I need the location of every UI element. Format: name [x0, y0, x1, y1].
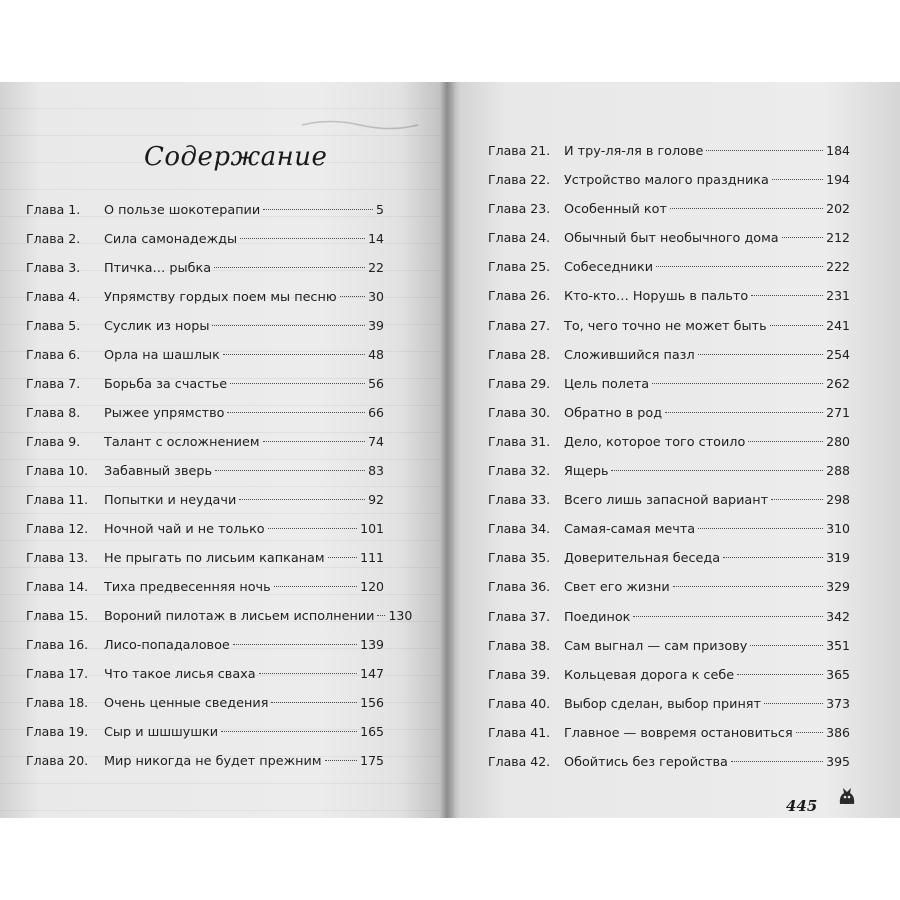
- chapter-page-number: 184: [826, 143, 850, 158]
- dot-leader: [764, 703, 823, 704]
- dot-leader: [723, 557, 823, 558]
- chapter-title: Обратно в род: [564, 405, 663, 421]
- chapter-label: Глава 39.: [488, 666, 551, 682]
- chapter-title: Дело, которое того стоило: [564, 434, 746, 450]
- dot-leader: [240, 238, 365, 239]
- dot-leader: [772, 179, 823, 180]
- chapter-label: Глава 30.: [488, 404, 551, 420]
- chapter-label: Глава 28.: [488, 346, 551, 362]
- chapter-page-number: 101: [360, 521, 384, 536]
- toc-entry: [488, 543, 850, 572]
- chapter-label: Глава 29.: [488, 375, 551, 391]
- chapter-label: Глава 42.: [488, 753, 551, 769]
- chapter-page-number: 351: [826, 637, 850, 653]
- chapter-title: Ночной чай и не только: [104, 522, 265, 537]
- chapter-title: Талант с осложнением: [104, 435, 260, 450]
- chapter-title: Попытки и неудачи: [104, 493, 237, 508]
- toc-entry: [488, 281, 850, 310]
- toc-entry: [26, 456, 384, 485]
- dot-leader: [770, 325, 823, 326]
- chapter-label: Глава 34.: [488, 521, 551, 537]
- chapter-page-number: 386: [826, 724, 850, 740]
- chapter-title: Вороний пилотаж в лисьем исполнении: [104, 609, 375, 624]
- toc-entry: [488, 485, 850, 514]
- chapter-title: Всего лишь запасной вариант: [564, 493, 769, 509]
- dot-leader: [221, 731, 357, 732]
- chapter-title: Собеседники: [564, 260, 654, 276]
- dot-leader: [698, 354, 823, 355]
- page-number: 445: [786, 797, 818, 815]
- chapter-title: Сложившийся пазл: [564, 347, 695, 363]
- toc-entry: [26, 224, 384, 253]
- chapter-title: Что такое лисья сваха: [104, 667, 256, 682]
- toc-entry: [488, 602, 850, 631]
- dot-leader: [268, 528, 358, 529]
- toc-entry: [26, 746, 384, 775]
- dot-leader: [782, 237, 824, 238]
- dot-leader: [325, 760, 358, 761]
- toc-entry: [26, 688, 384, 717]
- chapter-label: Глава 23.: [488, 201, 551, 217]
- dot-leader: [771, 499, 823, 500]
- chapter-title: Ящерь: [564, 464, 609, 480]
- chapter-label: Глава 4.: [26, 289, 81, 304]
- chapter-page-number: 329: [826, 579, 850, 595]
- chapter-title: Орла на шашлык: [104, 348, 220, 363]
- toc-entry: [488, 398, 850, 427]
- toc-list-right: [488, 136, 850, 776]
- toc-entry: [488, 311, 850, 340]
- chapter-page-number: 395: [826, 753, 850, 769]
- dot-leader: [796, 732, 823, 733]
- faint-header-ornament: [300, 118, 420, 132]
- dot-leader: [223, 354, 365, 355]
- toc-entry: [488, 136, 850, 165]
- chapter-title: Птичка… рыбка: [104, 261, 212, 276]
- toc-entry: [26, 543, 384, 572]
- chapter-page-number: 48: [368, 347, 384, 362]
- chapter-page-number: 222: [826, 259, 850, 275]
- toc-entry: [488, 572, 850, 601]
- chapter-label: Глава 41.: [488, 724, 551, 740]
- toc-entry: [26, 514, 384, 543]
- chapter-page-number: 194: [826, 172, 850, 188]
- chapter-label: Глава 26.: [488, 288, 551, 304]
- chapter-label: Глава 10.: [26, 463, 89, 478]
- toc-entry: [488, 718, 850, 747]
- chapter-label: Глава 22.: [488, 172, 551, 188]
- chapter-label: Глава 37.: [488, 608, 551, 624]
- toc-list-left: [26, 195, 413, 775]
- chapter-page-number: 22: [368, 260, 384, 275]
- toc-entry: [488, 514, 850, 543]
- chapter-label: Глава 25.: [488, 259, 551, 275]
- dot-leader: [633, 616, 823, 617]
- toc-entry: [488, 747, 850, 776]
- toc-entry: [488, 252, 850, 281]
- chapter-page-number: 271: [826, 404, 850, 420]
- chapter-title: Борьба за счастье: [104, 377, 228, 392]
- toc-entry: [26, 601, 413, 630]
- toc-entry: [26, 398, 384, 427]
- chapter-title: Устройство малого праздника: [564, 173, 769, 189]
- chapter-label: Глава 3.: [26, 260, 81, 275]
- dot-leader: [750, 645, 823, 646]
- dot-leader: [233, 644, 357, 645]
- chapter-label: Глава 19.: [26, 724, 89, 739]
- chapter-label: Глава 8.: [26, 405, 81, 420]
- chapter-page-number: 30: [368, 289, 384, 304]
- chapter-label: Глава 35.: [488, 550, 551, 566]
- toc-entry: [26, 369, 384, 398]
- chapter-label: Глава 21.: [488, 143, 551, 158]
- chapter-page-number: 147: [360, 666, 384, 681]
- chapter-label: Глава 9.: [26, 434, 81, 449]
- chapter-page-number: 231: [826, 288, 850, 304]
- chapter-page-number: 262: [826, 375, 850, 391]
- chapter-page-number: 241: [826, 317, 850, 333]
- dot-leader: [215, 470, 365, 471]
- chapter-label: Глава 12.: [26, 521, 89, 536]
- dot-leader: [230, 383, 365, 384]
- chapter-label: Глава 13.: [26, 550, 89, 565]
- toc-entry: [26, 572, 384, 601]
- dot-leader: [748, 441, 823, 442]
- chapter-label: Глава 17.: [26, 666, 89, 681]
- chapter-page-number: 139: [360, 637, 384, 652]
- chapter-label: Глава 2.: [26, 231, 81, 246]
- chapter-page-number: 288: [826, 463, 850, 479]
- dot-leader: [227, 412, 365, 413]
- dot-leader: [731, 761, 823, 762]
- chapter-title: Особенный кот: [564, 202, 667, 218]
- chapter-title: Очень ценные сведения: [104, 696, 269, 711]
- dot-leader: [214, 267, 365, 268]
- chapter-page-number: 365: [826, 666, 850, 682]
- dot-leader: [271, 702, 357, 703]
- chapter-label: Глава 5.: [26, 318, 81, 333]
- toc-entry: [26, 282, 384, 311]
- chapter-title: Сам выгнал — сам призову: [564, 638, 748, 654]
- chapter-title: И тру-ля-ля в голове: [564, 144, 704, 159]
- chapter-page-number: 175: [360, 753, 384, 768]
- dot-leader: [737, 674, 823, 675]
- dot-leader: [656, 266, 823, 267]
- chapter-title: Обычный быт необычного дома: [564, 231, 779, 247]
- dot-leader: [259, 673, 358, 674]
- chapter-page-number: 39: [368, 318, 384, 333]
- toc-entry: [26, 195, 384, 224]
- toc-entry: [488, 340, 850, 369]
- dot-leader: [665, 412, 823, 413]
- chapter-page-number: 83: [368, 463, 384, 478]
- chapter-label: Глава 16.: [26, 637, 89, 652]
- chapter-title: Выбор сделан, выбор принят: [564, 696, 761, 712]
- chapter-page-number: 66: [368, 405, 384, 420]
- dot-leader: [751, 295, 823, 296]
- dot-leader: [239, 499, 365, 500]
- chapter-label: Глава 14.: [26, 579, 89, 594]
- chapter-page-number: 92: [368, 492, 384, 507]
- chapter-label: Глава 24.: [488, 230, 551, 246]
- chapter-label: Глава 31.: [488, 433, 551, 449]
- chapter-title: Цель полета: [564, 376, 650, 392]
- chapter-page-number: 56: [368, 376, 384, 391]
- toc-entry: [488, 631, 850, 660]
- toc-entry: [488, 223, 850, 252]
- dot-leader: [340, 296, 365, 297]
- chapter-title: Самая-самая мечта: [564, 522, 696, 538]
- chapter-page-number: 298: [826, 492, 850, 508]
- chapter-page-number: 5: [376, 202, 384, 217]
- chapter-label: Глава 7.: [26, 376, 81, 391]
- chapter-page-number: 111: [360, 550, 384, 565]
- chapter-title: О пользе шокотерапии: [104, 203, 261, 218]
- chapter-page-number: 254: [826, 346, 850, 362]
- chapter-page-number: 14: [368, 231, 384, 246]
- chapter-title: Тиха предвесенняя ночь: [104, 580, 271, 595]
- chapter-title: Мир никогда не будет прежним: [104, 754, 322, 769]
- toc-entry: [26, 340, 384, 369]
- chapter-title: Лисо-попадаловое: [104, 638, 230, 653]
- chapter-label: Глава 36.: [488, 579, 551, 595]
- toc-entry: [26, 659, 384, 688]
- toc-entry: [26, 630, 384, 659]
- dot-leader: [212, 325, 365, 326]
- chapter-page-number: 130: [388, 608, 413, 623]
- toc-entry: [488, 427, 850, 456]
- chapter-title: Рыжее упрямство: [104, 406, 225, 421]
- toc-entry: [488, 689, 850, 718]
- fox-icon: [836, 786, 858, 808]
- chapter-page-number: 212: [826, 230, 850, 246]
- toc-entry: [488, 165, 850, 194]
- chapter-label: Глава 20.: [26, 753, 89, 768]
- left-page: [0, 82, 446, 818]
- chapter-page-number: 74: [368, 434, 384, 449]
- chapter-title: Суслик из норы: [104, 319, 210, 334]
- chapter-page-number: 120: [360, 579, 384, 594]
- chapter-label: Глава 33.: [488, 492, 551, 508]
- dot-leader: [706, 150, 823, 151]
- chapter-label: Глава 1.: [26, 202, 81, 217]
- toc-entry: [488, 660, 850, 689]
- dot-leader: [377, 615, 385, 616]
- dot-leader: [698, 528, 823, 529]
- chapter-label: Глава 27.: [488, 317, 551, 333]
- chapter-label: Глава 18.: [26, 695, 89, 710]
- toc-entry: [488, 194, 850, 223]
- chapter-title: Кольцевая дорога к себе: [564, 667, 735, 683]
- chapter-label: Глава 6.: [26, 347, 81, 362]
- chapter-label: Глава 15.: [26, 608, 89, 623]
- dot-leader: [274, 586, 357, 587]
- chapter-title: Свет его жизни: [564, 580, 670, 596]
- chapter-page-number: 156: [360, 695, 384, 710]
- chapter-label: Глава 40.: [488, 695, 551, 711]
- toc-entry: [26, 311, 384, 340]
- toc-entry: [26, 253, 384, 282]
- chapter-page-number: 280: [826, 433, 850, 449]
- chapter-title: Главное — вовремя остановиться: [564, 725, 793, 741]
- chapter-page-number: 202: [826, 201, 850, 217]
- chapter-page-number: 165: [360, 724, 384, 739]
- toc-entry: [26, 717, 384, 746]
- chapter-page-number: 310: [826, 521, 850, 537]
- dot-leader: [673, 586, 823, 587]
- chapter-page-number: 319: [826, 550, 850, 566]
- chapter-title: Не прыгать по лисьим капканам: [104, 551, 325, 566]
- chapter-label: Глава 32.: [488, 463, 551, 479]
- toc-entry: [488, 456, 850, 485]
- chapter-label: Глава 38.: [488, 637, 551, 653]
- dot-leader: [652, 383, 823, 384]
- dot-leader: [611, 470, 823, 471]
- chapter-label: Глава 11.: [26, 492, 89, 507]
- chapter-title: Поединок: [564, 609, 631, 625]
- chapter-title: Сыр и шшшушки: [104, 725, 219, 740]
- toc-title: Содержание: [144, 142, 328, 172]
- dot-leader: [670, 208, 823, 209]
- toc-entry: [488, 369, 850, 398]
- dot-leader: [328, 557, 358, 558]
- book-gutter: [440, 82, 454, 818]
- toc-entry: [26, 427, 384, 456]
- right-page: [446, 82, 900, 818]
- dot-leader: [263, 209, 373, 210]
- chapter-title: Кто-кто… Норушь в пальто: [564, 289, 749, 305]
- toc-entry: [26, 485, 384, 514]
- chapter-title: Обойтись без геройства: [564, 754, 728, 770]
- chapter-title: То, чего точно не может быть: [564, 318, 767, 334]
- chapter-page-number: 373: [826, 695, 850, 711]
- chapter-title: Доверительная беседа: [564, 551, 721, 567]
- chapter-title: Сила самонадежды: [104, 232, 238, 247]
- chapter-title: Упрямству гордых поем мы песню: [104, 290, 337, 305]
- chapter-title: Забавный зверь: [104, 464, 213, 479]
- chapter-page-number: 342: [826, 608, 850, 624]
- dot-leader: [263, 441, 366, 442]
